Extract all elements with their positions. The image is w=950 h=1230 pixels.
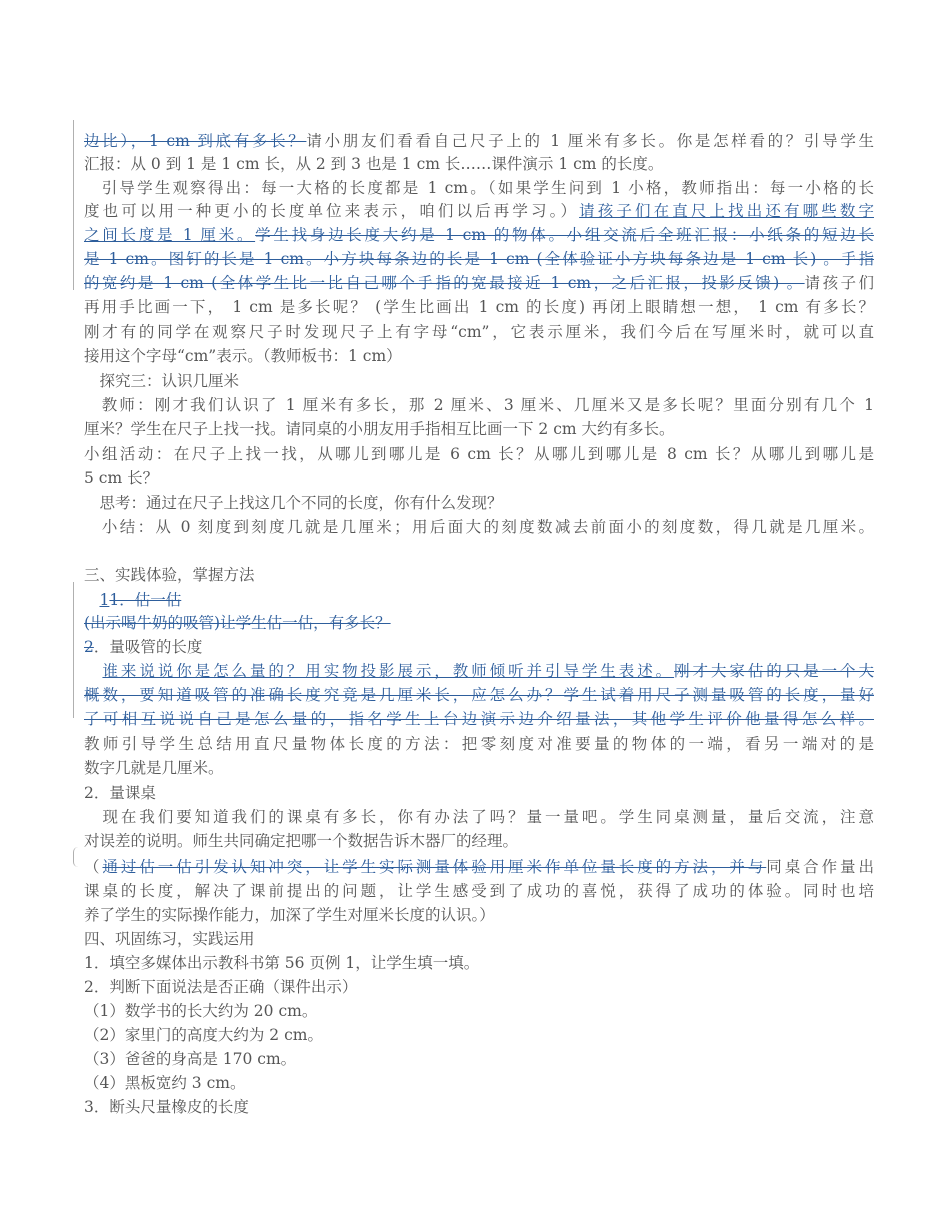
text-line: [84, 492, 874, 514]
deleted-text: 边比），1 cm 到底有多长？: [84, 132, 307, 150]
text-line: [84, 248, 874, 270]
text-line: [84, 612, 874, 634]
text-segment: 刚才有的同学在观察尺子时发现尺子上有字母“cm”，它表示厘米，我们今后在写厘米时，就可以直: [84, 323, 874, 341]
deleted-text: 通过估一估引发认知冲突，让学生实际测量体验用厘米作单位量长度的方法，并与: [102, 858, 767, 876]
change-bar: [73, 582, 74, 718]
text-segment: 小结：从 0 刻度到刻度几就是几厘米；用后面大的刻度数减去前面小的刻度数，得几就是几厘米。: [84, 518, 874, 536]
text-line: [84, 782, 874, 804]
text-line: [84, 153, 874, 175]
text-line: [84, 904, 874, 926]
text-line: [84, 1024, 874, 1046]
deleted-text: (出示喝牛奶的吸管)让学生估一估，有多长？: [84, 614, 391, 632]
text-line: [84, 830, 874, 852]
text-line: [84, 467, 874, 489]
text-line: [84, 443, 874, 465]
text-line: [84, 370, 874, 392]
text-segment: 思考：通过在尺子上找这几个不同的长度，你有什么发现？: [84, 494, 503, 512]
text-segment: （1）数学书的长大约为 20 cm。: [84, 1002, 318, 1020]
text-line: [84, 1000, 874, 1022]
text-line: [84, 1096, 874, 1118]
text-segment: 再用手比画一下， 1 cm 是多长呢？ (学生比画出 1 cm 的长度) 再闭上眼睛想一想， 1 cm 有多长？: [84, 298, 874, 316]
text-line: [84, 224, 874, 246]
text-segment: 课桌的长度，解决了课前提出的问题，让学生感受到了成功的喜悦，获得了成功的体验。同时也培: [84, 882, 874, 900]
text-line: [84, 296, 874, 318]
text-segment: 1．填空多媒体出示教科书第 56 页例 1，让学生填一填。: [84, 954, 480, 972]
text-line: [84, 589, 874, 611]
text-segment: [84, 662, 102, 680]
inserted-text: 谁来说说你是怎么量的？用实物投影展示，教师倾听并引导学生表述。: [102, 662, 675, 680]
text-line: [84, 636, 874, 658]
text-segment: 度也可以用一种更小的长度单位来表示，咱们以后再学习。）: [84, 202, 580, 220]
change-bracket: [73, 847, 78, 867]
text-segment: 探究三：认识几厘米: [84, 372, 240, 390]
text-line: [84, 200, 874, 222]
text-segment: 教师引导学生总结用直尺量物体长度的方法：把零刻度对准要量的物体的一端，看另一端对的是: [84, 735, 874, 753]
text-segment: （3）爸爸的身高是 170 cm。: [84, 1050, 297, 1068]
text-line: [84, 418, 874, 440]
text-line: [84, 708, 874, 730]
text-segment: 现在我们要知道我们的课桌有多长，你有办法了吗？量一量吧。学生同桌测量，量后交流，注意: [84, 808, 874, 826]
deleted-text: 了可相互说说自己是怎么量的，指名学生上台边演示边介绍量法，其他学生评价他量得怎么样。: [84, 710, 874, 728]
text-line: [84, 757, 874, 779]
text-segment: 请孩子们: [804, 274, 874, 292]
text-line: [84, 976, 874, 998]
text-segment: ．量吸管的长度: [93, 638, 203, 656]
text-segment: 对误差的说明。师生共同确定把哪一个数据告诉木器厂的经理。: [84, 832, 519, 850]
text-line: [84, 733, 874, 755]
deleted-text: 2: [84, 638, 94, 656]
deleted-text: 的宽约是 1 cm (全体学生比一比自己哪个手指的宽最接近 1 cm，之后汇报，投影反馈) 。: [84, 274, 805, 292]
text-line: [84, 516, 874, 538]
inserted-text: 之间长度是 1 厘米。: [84, 226, 256, 244]
text-segment: 汇报：从 0 到 1 是 1 cm 长，从 2 到 3 也是 1 cm 长……课件演示 1 cm 的长度。: [84, 155, 664, 173]
text-segment: 数字几就是几厘米。: [84, 759, 224, 777]
deleted-text: 学生找身边长度大约是 1 cm 的物体。小组交流后全班汇报：小纸条的短边长: [255, 226, 874, 244]
text-segment: （2）家里门的高度大约为 2 cm。: [84, 1026, 323, 1044]
text-segment: 接用这个字母“cm”表示。（教师板书：1 cm）: [84, 347, 402, 365]
deleted-text: 概数，要知道吸管的准确长度究竟是几厘米长，应怎么办？学生试着用尺子测量吸管的长度，量好: [84, 686, 874, 704]
text-line: [84, 1072, 874, 1094]
text-line: [84, 684, 874, 706]
text-line: [84, 928, 874, 950]
deleted-text: 1．估一估: [109, 591, 182, 609]
text-line: [84, 660, 874, 682]
text-segment: （4）黑板宽约 3 cm。: [84, 1074, 246, 1092]
text-segment: [84, 591, 100, 609]
text-segment: 引导学生观察得出：每一大格的长度都是 1 cm。（如果学生问到 1 小格，教师指出：每一小格的长: [84, 179, 874, 197]
text-line: [84, 856, 874, 878]
text-segment: 5 cm 长？: [84, 469, 159, 487]
text-line: [84, 345, 874, 367]
text-line: [84, 130, 874, 152]
text-segment: 小组活动：在尺子上找一找，从哪儿到哪儿是 6 cm 长？从哪儿到哪儿是 8 cm 长？从哪儿到哪儿是: [84, 445, 874, 463]
text-segment: 四、巩固练习，实践运用: [84, 930, 255, 948]
text-line: [84, 806, 874, 828]
text-segment: 2．判断下面说法是否正确（课件出示）: [84, 978, 358, 996]
text-line: [84, 272, 874, 294]
deleted-text: 是 1 cm。图钉的长是 1 cm。小方块每条边的长是 1 cm (全体验证小方块每条边是 1 cm 长) 。手指: [84, 250, 874, 268]
text-segment: （: [84, 858, 103, 876]
text-segment: 养了学生的实际操作能力，加深了学生对厘米长度的认识。）: [84, 906, 495, 924]
text-line: [84, 880, 874, 902]
text-segment: 2．量课桌: [84, 784, 156, 802]
text-segment: 请小朋友们看看自己尺子上的 1 厘米有多长。你是怎样看的？引导学生: [306, 132, 874, 150]
text-segment: 同桌合作量出: [766, 858, 874, 876]
text-line: [84, 177, 874, 199]
text-segment: 3．断头尺量橡皮的长度: [84, 1098, 249, 1116]
text-line: [84, 1048, 874, 1070]
text-segment: 厘米？学生在尺子上找一找。请同桌的小朋友用手指相互比画一下 2 cm 大约有多长。: [84, 420, 675, 438]
inserted-text: 1: [99, 591, 110, 609]
text-segment: 三、实践体验，掌握方法: [84, 566, 255, 584]
text-line: [84, 321, 874, 343]
text-line: [84, 564, 874, 586]
inserted-text: 请孩子们在直尺上找出还有哪些数字: [579, 202, 874, 220]
text-line: [84, 394, 874, 416]
change-bar: [73, 120, 74, 290]
deleted-text: 刚才大家估的只是一个大: [674, 662, 874, 680]
text-line: [84, 952, 874, 974]
text-segment: 教师：刚才我们认识了 1 厘米有多长，那 2 厘米、3 厘米、几厘米又是多长呢？里面分别有几个 1: [84, 396, 874, 414]
